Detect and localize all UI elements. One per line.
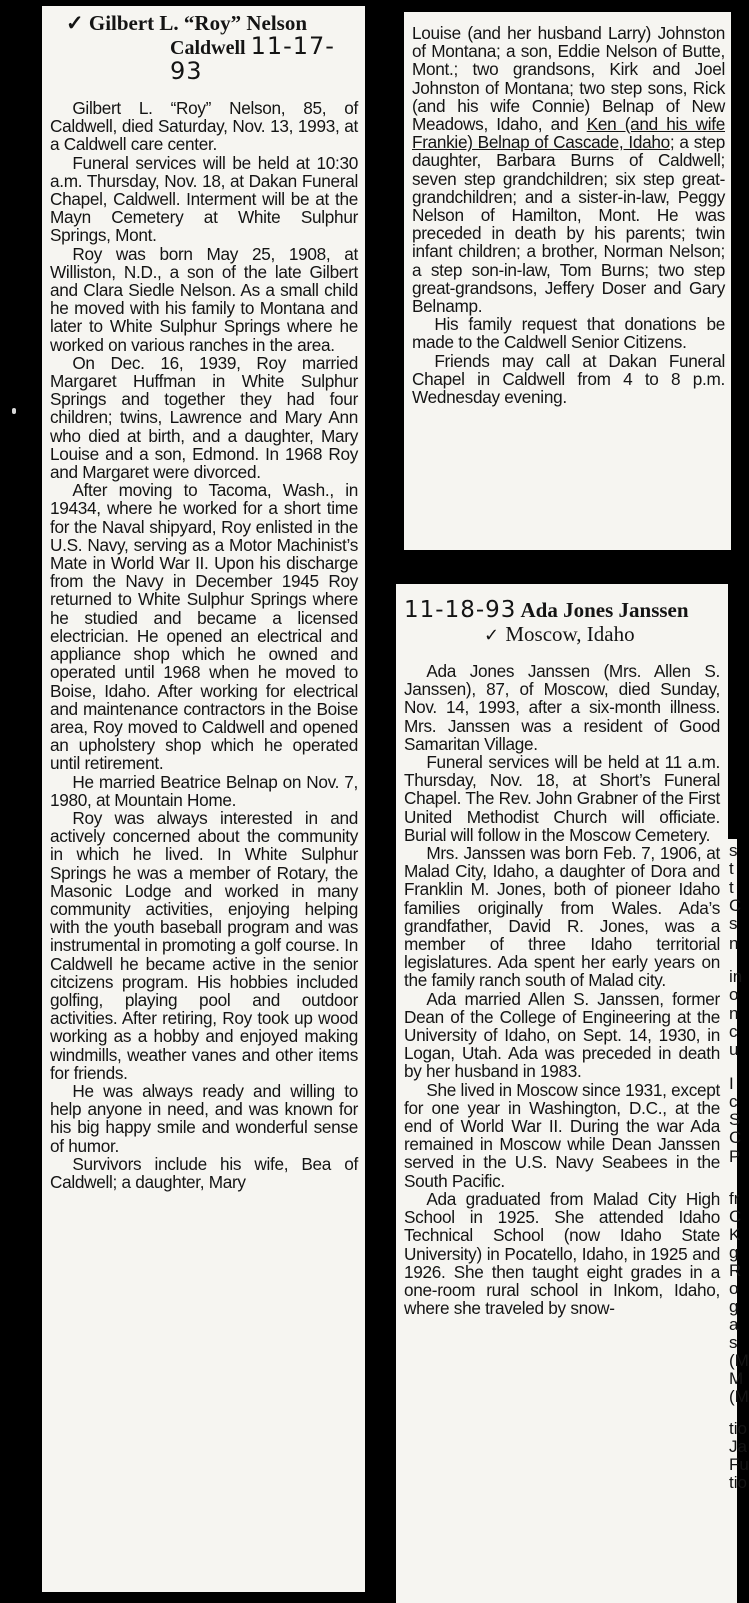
obituary-clipping-janssen — [396, 584, 728, 1603]
edge-text-fragment: o — [729, 985, 739, 1004]
obituary-paragraph — [412, 24, 725, 315]
handwritten-date: 11-18-93 — [404, 597, 517, 623]
edge-text-fragment: c — [729, 1022, 738, 1041]
edge-text-fragment: o — [729, 1279, 739, 1298]
obituary-headline: ✓ Gilbert L. “Roy” Nelson — [66, 11, 308, 35]
obituary-paragraph: Gilbert L. “Roy” Nelson, 85, of Caldwell, died Saturday, Nov. 13, 1993, at a Caldwell care center. — [50, 98, 358, 155]
obituary-clipping-nelson — [42, 6, 365, 1592]
obituary-paragraph: Funeral services will be held at 10:30 a.m. Thursday, Nov. 18, at Dakan Funeral Chapel, Caldwell. Interment will be at the Mayn Cemetery at White Sulphur Springs, Mont. — [50, 152, 358, 246]
edge-text-fragment: n — [729, 1004, 739, 1023]
edge-text-fragment: u — [729, 1040, 739, 1059]
obituary-paragraph: Ada Jones Janssen (Mrs. Allen S. Janssen), 87, of Moscow, died Sunday, Nov. 14, 1993, after a six-month illness. Mrs. Janssen was a resident of Good Samaritan Village. — [404, 661, 720, 754]
edge-text-fragment: t — [729, 859, 734, 878]
edge-text-fragment: tio — [729, 1419, 747, 1438]
deceased-town: Caldwell — [170, 37, 246, 59]
edge-text-fragment: c — [729, 1092, 738, 1111]
edge-text-fragment: s — [729, 914, 738, 933]
obituary-paragraph: His family request that donations be made to the Caldwell Senior Citizens. — [412, 314, 725, 353]
obituary-paragraph: Mrs. Janssen was born Feb. 7, 1906, at Malad City, Idaho, a daughter of Dora and Franklin M. Jones, both of pioneer Idaho families originally from Wales. Ada’s grandfather, David R. Jones, was a member of three Idaho territorial legislatures. Ada spent her early years on the family ranch south of Malad city. — [404, 843, 720, 991]
edge-text-fragment: (M — [729, 1351, 749, 1370]
obituary-headline — [404, 598, 720, 622]
edge-text-fragment: g — [729, 1243, 739, 1262]
obituary-paragraph: Roy was always interested in and actively concerned about the community in which he lived. In White Sulphur Springs he was a member of Rotary, the Masonic Lodge and worked in many community activities, enjoying helping with the youth baseball program and was instrumental in promoting a golf course. In Caldwell he became active in the senior citcizens program. His hobbies included golfing, playing pool and outdoor activities. After retiring, Roy took up wood working as a hobby and enjoyed making windmills, weather vanes and other items for friends. — [50, 807, 358, 1083]
obituary-paragraph: Ada married Allen S. Janssen, former Dean of the College of Engineering at the University of Idaho, on Sept. 14, 1930, in Logan, Utah. Ada was preceded in death by her husband in 1983. — [404, 988, 720, 1082]
obituary-paragraph: After moving to Tacoma, Wash., in 19434, where he worked for a short time for the Naval shipyard, Roy enlisted in the U.S. Navy, serving as a Motor Machinist’s Mate in World War II. Upon his discharge from the Navy in December 1945 Roy returned to White Sulphur Springs where he studied and became a licensed electrician. He opened an electrical and appliance shop which he owned and operated until 1968 when he moved to Boise, Idaho. After working for electrical and maintenance contractors in the Boise area, Roy moved to Caldwell and opened an upholstery shop which he operated until retirement. — [50, 480, 358, 774]
deceased-town: Moscow, Idaho — [505, 622, 635, 646]
edge-text-fragment: C — [729, 896, 742, 915]
edge-text-fragment: Ja — [729, 1437, 747, 1456]
edge-text-fragment: (M — [729, 1387, 749, 1406]
edge-text-fragment: K — [729, 1225, 741, 1244]
edge-text-fragment: n — [729, 934, 739, 953]
edge-text-fragment: fr — [729, 1189, 740, 1208]
obituary-subhead: ✓ Moscow, Idaho — [484, 622, 635, 646]
obituary-paragraph: Roy was born May 25, 1908, at Williston, N.D., a son of the late Gilbert and Clara Siedle Nelson. As a small child he moved with his family to Montana and later to White Sulphur Springs where he worked on various ranches in the area. — [50, 243, 358, 355]
handwritten-date: 11-17-93 — [170, 32, 335, 85]
paper-speck — [12, 408, 16, 414]
obituary-paragraph: She lived in Moscow since 1931, except for one year in Washington, D.C., at the end of World War II. During the war Ada remained in Moscow while Dean Janssen served in the U.S. Navy Seabees in the South Pacific. — [404, 1079, 720, 1191]
deceased-name: Gilbert L. “Roy” Nelson — [88, 11, 308, 35]
obituary-paragraph: Ada graduated from Malad City High School in 1925. She attended Idaho Technical School (now Idaho State University) in Pocatello, Idaho, in 1925 and 1926. She then taught eight grades in a one-room rural school in Inkom, Idaho, where she traveled by snow- — [404, 1188, 720, 1319]
obituary-paragraph: He married Beatrice Belnap on Nov. 7, 1980, at Mountain Home. — [50, 771, 358, 810]
obituary-paragraph: On Dec. 16, 1939, Roy married Margaret Huffman in White Sulphur Springs and together they had four children; twins, Lawrence and Mary Ann who died at birth, and a daughter, Mary Louise and a son, Edmond. In 1968 Roy and Margaret were divorced. — [50, 352, 358, 483]
edge-text-fragment: s — [729, 841, 738, 860]
edge-text-fragment: a — [729, 1315, 739, 1334]
edge-text-fragment: g — [729, 1297, 739, 1316]
underlined-text: Ken (and his wife Frankie) Belnap of Cascade, Idaho — [412, 114, 725, 153]
edge-text-fragment: in — [729, 967, 743, 986]
edge-text-fragment: P — [729, 1147, 741, 1166]
obituary-paragraph: Friends may call at Dakan Funeral Chapel in Caldwell from 4 to 8 p.m. Wednesday evening. — [412, 350, 725, 408]
obituary-paragraph: Funeral services will be held at 11 a.m. Thursday, Nov. 18, at Short’s Funeral Chapel. The Rev. John Grabner of the First United Methodist Church will officiate. Burial will follow in the Moscow Cemetery. — [404, 752, 720, 845]
edge-text-fragment: M — [729, 1369, 744, 1388]
edge-text-fragment: R — [729, 1261, 742, 1280]
edge-text-fragment: S — [729, 1110, 741, 1129]
obituary-paragraph: Survivors include his wife, Bea of Caldwell; a daughter, Mary — [50, 1153, 358, 1192]
survivors-text: Louise (and her husband Larry) Johnston of Montana; a son, Eddie Nelson of Butte, Mont.; two grandsons, Kirk and Joel Johnston of Montana; two step sons, Rick (and his wife Connie) Belnap of New Meadows, Idaho, and — [412, 23, 725, 135]
edge-text-fragment: t — [729, 878, 734, 897]
edge-text-fragment: Fu — [729, 1455, 749, 1474]
obituary-subhead — [50, 32, 358, 85]
deceased-name: Ada Jones Janssen — [520, 598, 689, 622]
edge-text-fragment: C — [729, 1128, 742, 1147]
obituary-continuation-nelson — [404, 12, 731, 550]
edge-text-fragment: s — [729, 1333, 738, 1352]
edge-text-fragment: tio — [729, 1473, 747, 1492]
edge-text-fragment: I — [729, 1074, 734, 1093]
obituary-paragraph: He was always ready and willing to help anyone in need, and was known for his big happy smile and wonderful sense of humor. — [50, 1080, 358, 1156]
edge-text-fragment: C — [729, 1207, 742, 1226]
survivors-text-cont: ; a step daughter, Barbara Burns of Caldwell; seven step grandchildren; six step great-grandchildren; and a sister-in-law, Peggy Nelson of Hamilton, Mont. He was preceded in death by his parents; twin infant children; a brother, Norman Nelson; a step son-in-law, Tom Burns; two step great-grandsons, Jeffery Doser and Gary Belnamp. — [412, 132, 725, 317]
